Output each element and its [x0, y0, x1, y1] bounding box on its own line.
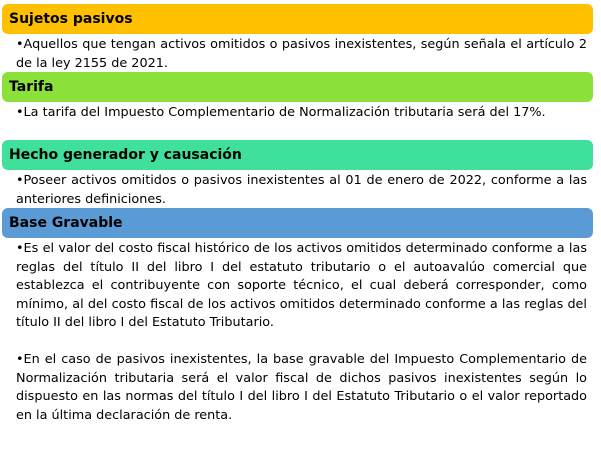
bullet-text: •Es el valor del costo fiscal histórico de los activos omitidos determinado conforme a las reglas del título II del libro I del estatuto tributario o el autoavalúo comercial que establezca el contribuyente con soporte técnico, el cual deberá corresponder, como mínimo, al del costo fiscal de los activos omitidos determinado conforme a las reglas del título II del libro I del Estatuto Tributario. — [16, 241, 587, 330]
section-title: Base Gravable — [9, 215, 123, 231]
section-header-sujetos-pasivos — [2, 4, 593, 34]
section-body-base-gravable-1 — [16, 240, 587, 333]
section-header-hecho-generador — [2, 140, 593, 170]
bullet-text: •En el caso de pasivos inexistentes, la base gravable del Impuesto Complementario de Normalización tributaria será el valor fiscal de dichos pasivos inexistentes según lo dispuesto en las normas del título I del libro I del Estatuto Tributario o el valor reportado en la última declaración de renta. — [16, 352, 587, 423]
section-title: Sujetos pasivos — [9, 11, 133, 27]
bullet-text: •Aquellos que tengan activos omitidos o pasivos inexistentes, según señala el artículo 2 de la ley 2155 de 2021. — [16, 37, 587, 71]
bullet-text: •La tarifa del Impuesto Complementario de Normalización tributaria será del 17%. — [16, 105, 546, 120]
section-header-base-gravable — [2, 208, 593, 238]
bullet-text: •Poseer activos omitidos o pasivos inexistentes al 01 de enero de 2022, conforme a las anteriores definiciones. — [16, 173, 587, 207]
section-body-sujetos-pasivos — [16, 36, 587, 73]
section-title: Hecho generador y causación — [9, 147, 242, 163]
section-header-tarifa — [2, 72, 593, 102]
section-body-base-gravable-2 — [16, 351, 587, 425]
section-body-hecho-generador — [16, 172, 587, 209]
section-title: Tarifa — [9, 79, 54, 95]
section-body-tarifa — [16, 104, 587, 123]
